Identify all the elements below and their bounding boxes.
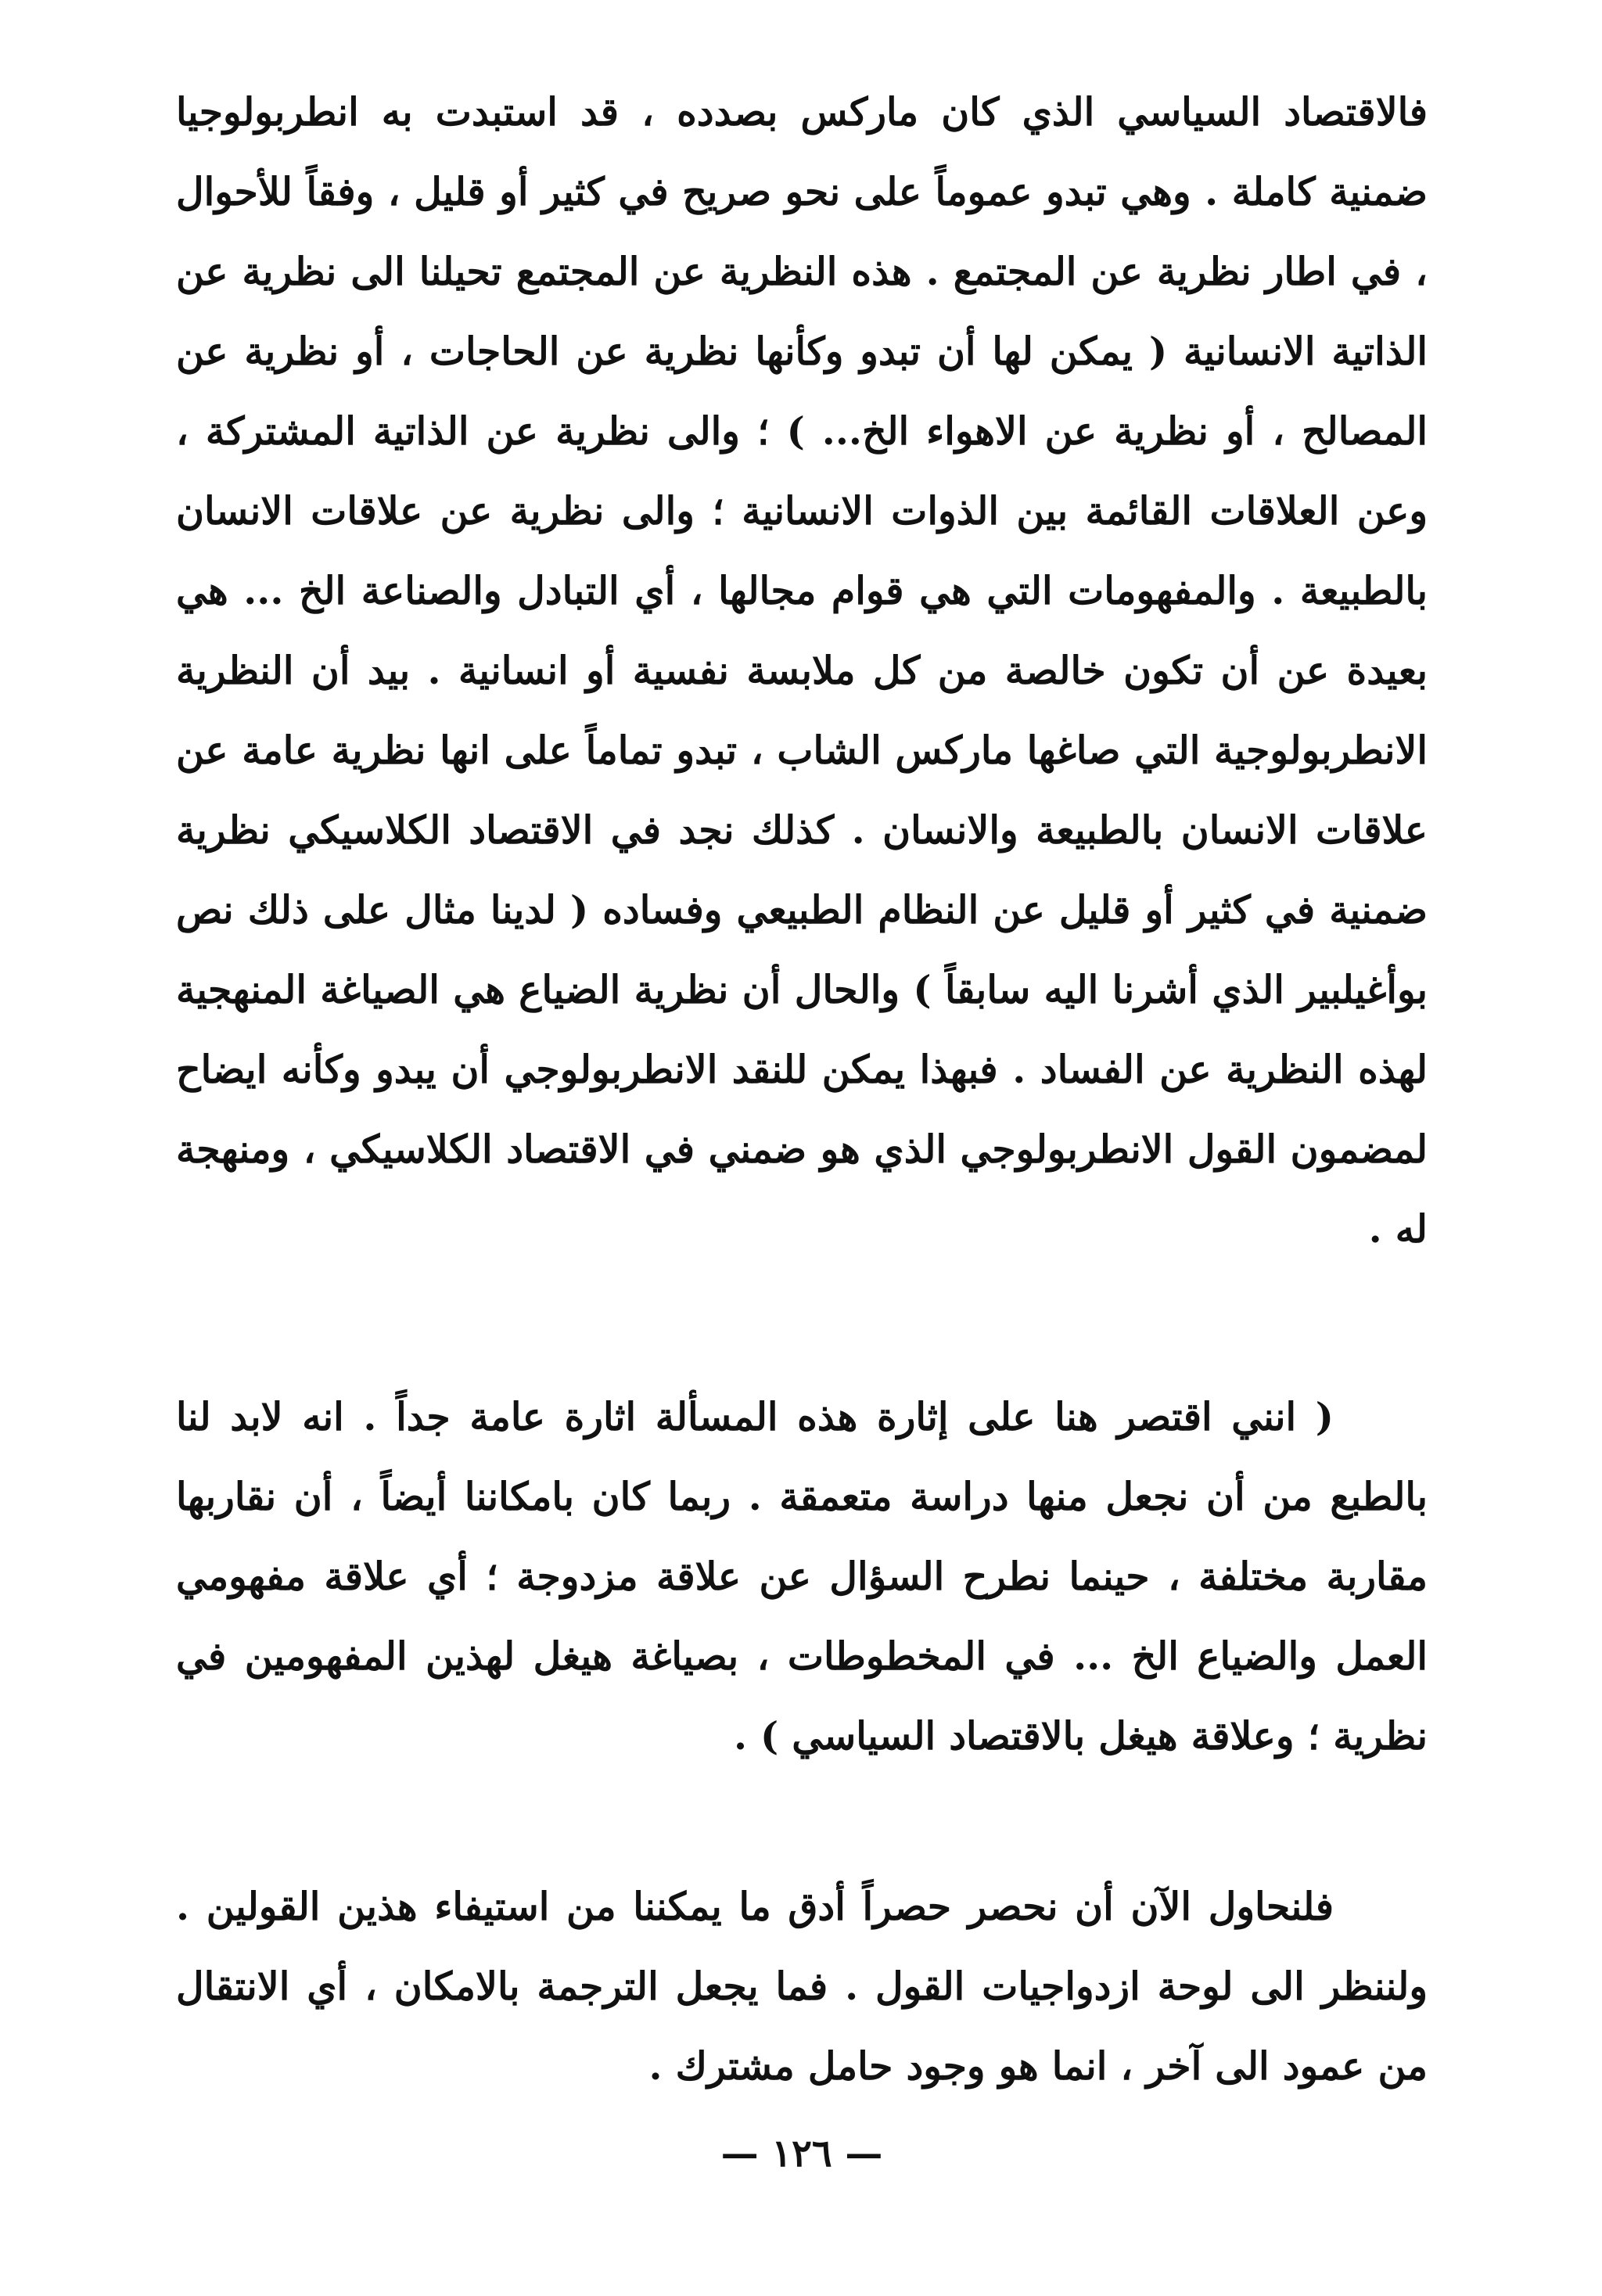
document-page [176,0,1428,2296]
paragraph-3 [176,1867,1428,2106]
page-number: — ١٢٦ — [720,2132,883,2176]
paragraph-3-text-b: مشترك . [648,2043,808,2089]
emphasis-theory-of-society: نظرية عن المجتمع [953,249,1252,294]
paragraph-1-text-c: الخ ... هي بعيدة عن أن تكون خالصة من كل ملابسة نفسية أو انسانية . بيد أن النظرية الانطربولوجية التي صاغها ماركس الشاب ، تبدو تماماً على انها نظرية عامة عن علاقات الانسان بالطبيعة والانسان . كذلك نجد في الاقتصاد الكلاسيكي نظرية ضمنية في كثير أو قليل عن النظام الطبيعي وفساده ( لدينا مثال على ذلك نص بوأغيلبير الذي أشرنا اليه سابقاً ) والحال أن نظرية الضياع هي الصياغة المنهجية لهذه النظرية عن الفساد . فبهذا يمكن للنقد الانطربولوجي أن يبدو وكأنه ايضاح لمضمون القول الانطربولوجي الذي هو ضمني في الاقتصاد الكلاسيكي ، ومنهجة له . [176,568,1428,1252]
paragraph-1-text-a: فالاقتصاد السياسي الذي كان ماركس بصدده ، قد استبدت به انطربولوجيا ضمنية كاملة . وهي تبدو عموماً على نحو صريح في كثير أو قليل ، وفقاً للأحوال ، في اطار [176,89,1428,294]
paragraph-1-text-b: . هذه النظرية عن المجتمع تحيلنا الى نظرية عن الذاتية الانسانية ( يمكن لها أن تبدو وكأنها نظرية عن الحاجات ، أو نظرية عن المصالح ، أو نظرية عن الاهواء الخ... ) ؛ والى نظرية عن الذاتية المشتركة ، وعن العلاقات القائمة بين الذوات الانسانية ؛ والى نظرية عن علاقات الانسان بالطبيعة . والمفهومات التي هي قوام مجالها ، أي [176,249,1428,613]
paragraph-3-text-a: فلنحاول الآن أن نحصر حصراً أدق ما يمكننا من استيفاء هذين القولين . ولننظر الى لوحة ازدواجيات القول . فما يجعل الترجمة بالامكان ، أي الانتقال من عمود الى آخر ، انما هو وجود [176,1884,1428,2089]
emphasis-carrier: حامل [807,2043,893,2089]
emphasis-manuscripts: المخطوطات [787,1633,986,1679]
paragraph-2 [176,1377,1428,1776]
paragraph-2-text-a: ( انني اقتصر هنا على إثارة هذه المسألة اثارة عامة جداً . انه لابد لنا بالطبع من أن نجعل منها دراسة متعمقة . ربما كان بامكاننا أيضاً ، أن نقاربها مقاربة مختلفة ، حينما نطرح السؤال عن علاقة مزدوجة ؛ أي علاقة مفهومي العمل والضياع الخ ... في [176,1394,1428,1679]
paragraph-1 [176,72,1428,1269]
emphasis-exchange-and-industry: التبادل والصناعة [361,568,620,613]
paragraph-2-text-b: ، بصياغة هيغل لهذين المفهومين في نظرية ؛ وعلاقة هيغل بالاقتصاد السياسي ) . [176,1633,1428,1759]
